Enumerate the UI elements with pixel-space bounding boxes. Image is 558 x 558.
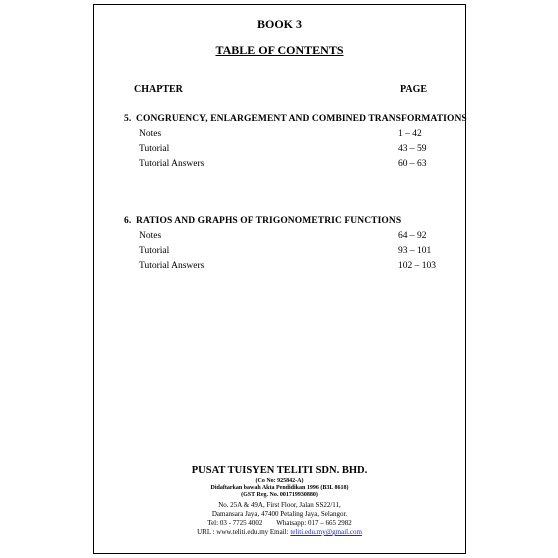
chapter-title: RATIOS AND GRAPHS OF TRIGONOMETRIC FUNCTIONS	[136, 216, 402, 226]
chapter-header: CHAPTER	[134, 84, 183, 95]
contact-web-email	[94, 528, 465, 536]
toc-item-pages: 43 – 59	[398, 144, 427, 154]
address-line-2: Damansara Jaya, 47400 Petaling Jaya, Selangor.	[211, 510, 348, 518]
gst-number: (GST Reg. No. 001719930880)	[241, 492, 318, 498]
toc-item-pages: 64 – 92	[398, 231, 427, 241]
toc-item-label: Tutorial Answers	[139, 159, 205, 169]
toc-item-label: Tutorial Answers	[139, 261, 205, 271]
chapter-number: 5.	[124, 114, 132, 124]
toc-title: TABLE OF CONTENTS	[215, 43, 344, 57]
company-number: (Co No: 925842-A)	[255, 478, 304, 484]
toc-item-pages: 1 – 42	[398, 129, 422, 139]
page-header: PAGE	[400, 84, 428, 95]
toc-item-pages: 60 – 63	[398, 159, 427, 169]
document-page	[93, 4, 466, 554]
toc-item-pages: 102 – 103	[398, 261, 436, 271]
toc-item-label: Notes	[139, 231, 162, 241]
chapter-title: CONGRUENCY, ENLARGEMENT AND COMBINED TRANSFORMATIONS	[136, 114, 467, 124]
toc-item-pages: 93 – 101	[398, 246, 432, 256]
toc-item-label: Tutorial	[139, 246, 170, 256]
book-title: BOOK 3	[256, 17, 302, 31]
address-line-1: No. 25A & 49A, First Floor, Jalan SS22/11,	[218, 501, 341, 509]
registration-text: Didaftarkan bawah Akta Pendidikan 1996 (B3L 8618)	[210, 485, 349, 491]
contact-phone: Tel: 03 - 7725 4002 Whatsapp: 017 – 665 2982	[207, 519, 352, 527]
toc-item-label: Tutorial	[139, 144, 170, 154]
toc-item-label: Notes	[139, 129, 162, 139]
chapter-number: 6.	[124, 216, 132, 226]
company-name: PUSAT TUISYEN TELITI SDN. BHD.	[191, 465, 368, 476]
email-link[interactable]: teliti.edu.my@gmail.com	[290, 528, 362, 536]
url-text: URL : www.teliti.edu.my Email:	[197, 528, 291, 536]
